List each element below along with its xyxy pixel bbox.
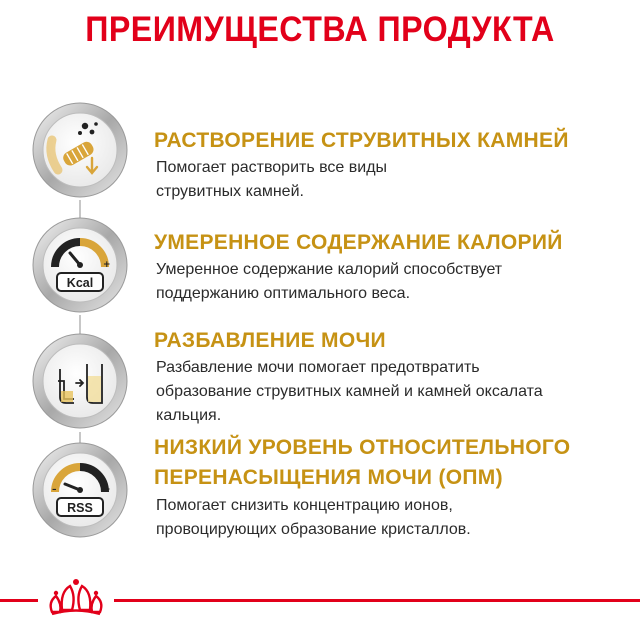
feature-description-line: Разбавление мочи помогает предотвратить	[156, 359, 480, 376]
feature-description-line: кальция.	[156, 407, 222, 424]
svg-text:+: +	[103, 260, 111, 270]
feature-description-line: Умеренное содержание калорий способствует	[156, 261, 503, 278]
svg-text:+: +	[103, 485, 111, 495]
struvite-dissolution-icon	[30, 100, 130, 200]
kcal-gauge-icon	[30, 215, 130, 315]
royal-canin-crown-logo	[38, 574, 114, 622]
rss-icon-label: RSS	[67, 501, 93, 515]
urine-dilution-icon	[30, 331, 130, 431]
feature-description-line: струвитных камней.	[156, 183, 304, 200]
feature-description-line: Помогает снизить концентрацию ионов,	[156, 497, 453, 514]
svg-text:–: –	[52, 260, 57, 270]
feature-title: УМЕРЕННОЕ СОДЕРЖАНИЕ КАЛОРИЙ	[154, 231, 563, 254]
page-title: ПРЕИМУЩЕСТВА ПРОДУКТА	[85, 10, 555, 49]
feature-title: РАСТВОРЕНИЕ СТРУВИТНЫХ КАМНЕЙ	[154, 129, 569, 152]
feature-description-line: провоцирующих образование кристаллов.	[156, 521, 471, 538]
feature-title: НИЗКИЙ УРОВЕНЬ ОТНОСИТЕЛЬНОГО	[154, 436, 571, 459]
feature-title: ПЕРЕНАСЫЩЕНИЯ МОЧИ (ОПМ)	[154, 466, 503, 489]
feature-description-line: образование струвитных камней и камней оксалата	[156, 383, 543, 400]
feature-description-line: поддержанию оптимального веса.	[156, 285, 411, 302]
rss-gauge-icon	[30, 440, 130, 540]
svg-text:–: –	[52, 485, 57, 495]
kcal-icon-label: Kcal	[66, 276, 94, 290]
feature-description-line: Помогает растворить все виды	[156, 159, 388, 176]
feature-title: РАЗБАВЛЕНИЕ МОЧИ	[154, 329, 386, 352]
